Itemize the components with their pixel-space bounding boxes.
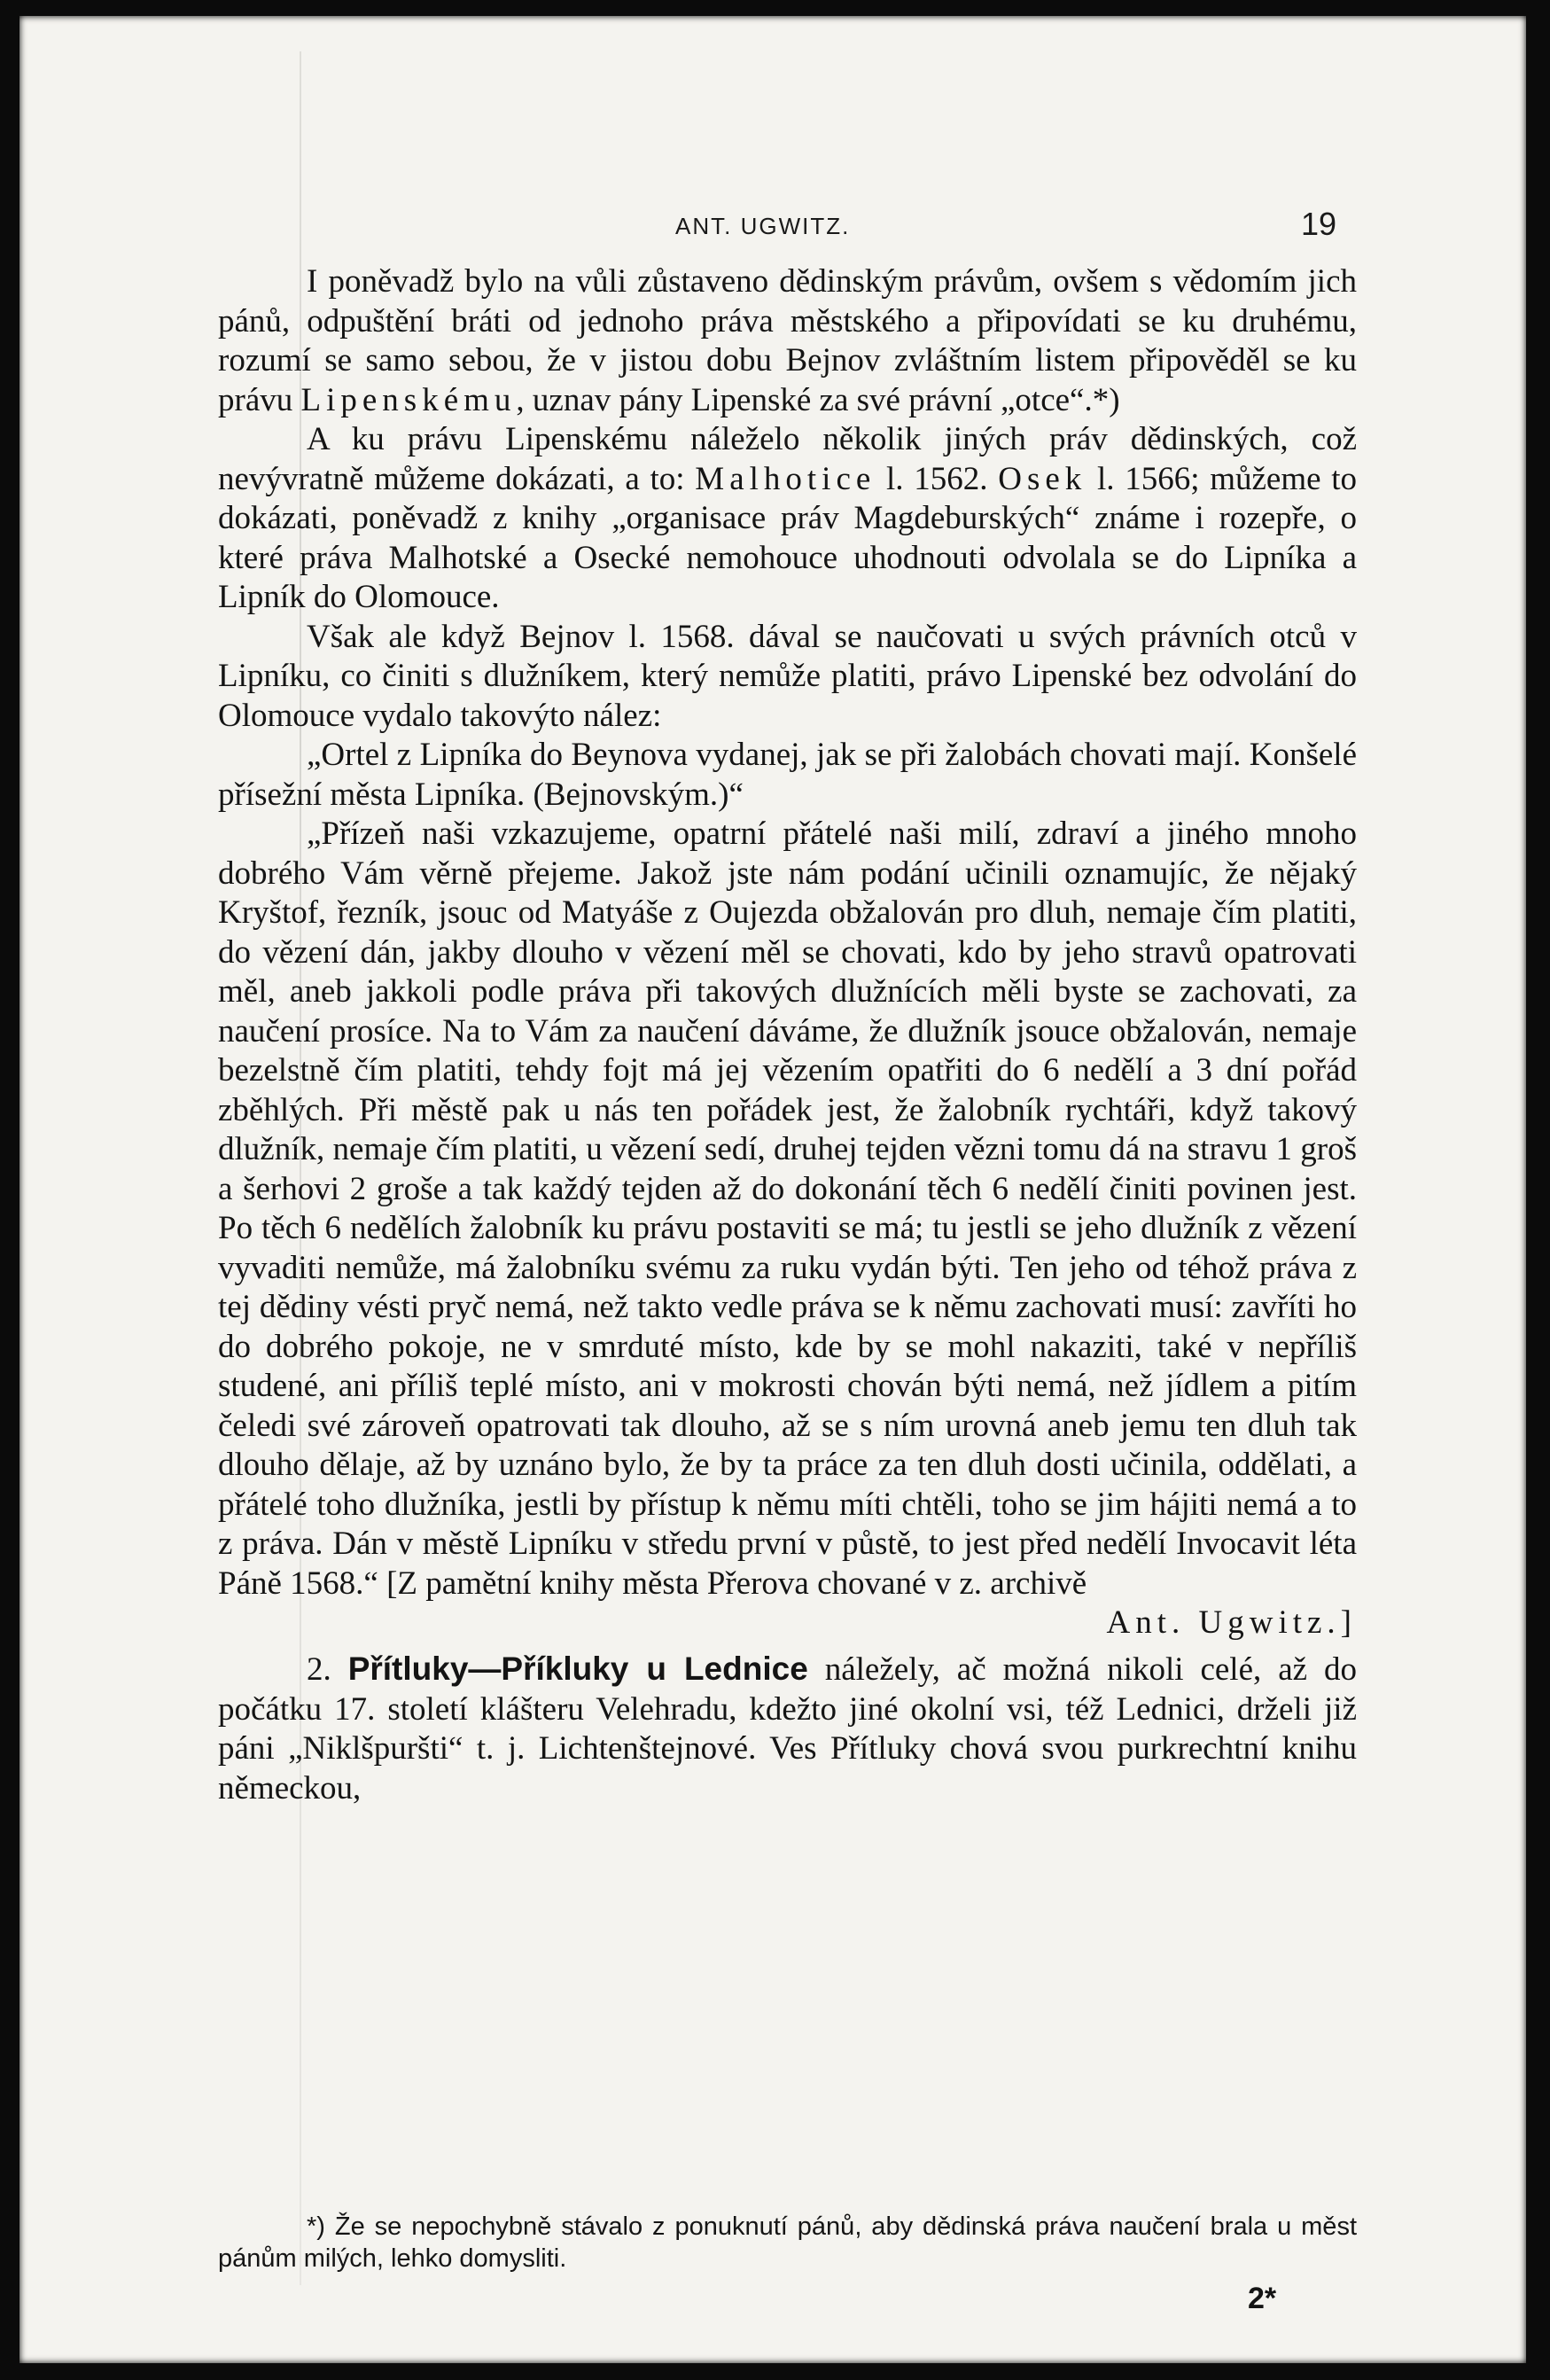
running-header (19, 200, 1526, 254)
printer-signature-mark: 2* (1248, 2282, 1277, 2315)
paragraph-6 (218, 1650, 1357, 1808)
footnote-text: *) Že se nepochybně stávalo z ponuknutí pánů, aby dědinská práva naučení brala u měst pánům milých, lehko domysliti. (218, 2212, 1357, 2273)
paragraph-2 (218, 420, 1357, 618)
spaced-word-malhotice: Malhotice (695, 460, 876, 497)
paragraph-4: „Ortel z Lipníka do Beynova vydanej, jak se při žalobách chovati mají. Konšelé přísežní města Lipníka. (Bejnovským.)“ (218, 737, 1357, 813)
author-signature: Ant. Ugwitz.] (1106, 1604, 1357, 1641)
page (19, 16, 1526, 2363)
paragraph-2-tail: l. 1566; můžeme to dokázati, poněvadž z knihy „organisace práv Magdeburských“ známe i rozepře, o které práva Malhotské a Osecké nemohouce uhodnouti odvolala se do Lipníka a Lipník do Olomouce. (218, 460, 1358, 615)
paragraph-1-tail: , uznav pány Lipenské za své právní „otce“.*) (516, 381, 1120, 418)
paragraph-3: Však ale když Bejnov l. 1568. dával se naučovati u svých právních otců v Lipníku, co činiti s dlužníkem, který nemůže platiti, právo Lipenské bez odvolání do Olomouce vydalo takovýto nález: (218, 618, 1357, 734)
paragraph-1 (218, 262, 1357, 420)
body-text (218, 262, 1357, 1808)
letter-text: „Přízeň naši vzkazujeme, opatrní přátelé naši milí, zdraví a jiného mnoho dobrého Vám věrně přejeme. Jakož jste nám podání učinili oznamujíc, že nějaký Kryštof, řezník, jsouc od Matyáše z Oujezda obžalován pro dluh, nemaje čím platiti, do vězení dán, jakby dlouho v vězení měl se chovati, kdo by jeho stravů opatrovati měl, aneb jakkoli podle práva při takových dlužnících měli byste se zachovati, za naučení prosíce. Na to Vám za naučení dáváme, že dlužník jsouce obžalován, nemaje bezelstně čím platiti, tehdy fojt má jej vězením opatřiti do 6 nedělí a 3 dní pořád zběhlých. Při městě pak u nás ten pořádek jest, že žalobník rychtáři, když takový dlužník, nemaje čím platiti, u vězení sedí, druhej tejden vězni tomu dá na stravu 1 groš a šerhovi 2 groše a tak každý tejden až do dokonání těch 6 nedělí činiti povinen jest. Po těch 6 nedělích žalobník ku právu postaviti se má; tu jestli se jeho dlužník z vězení vyvaditi nemůže, má žalobníku svému za ruku vydán býti. Ten jeho od téhož práva z tej dědiny vésti pryč nemá, než takto vedle práva se k němu zachovati musí: zavříti ho do dobrého pokoje, ne v smrduté místo, kde by se mohl nakaziti, také v nepříliš studené, ani příliš teplé místo, ani v mokrosti chován býti nemá, než jídlem a pitím čeledi své zároveň opatrovati tak dlouho, až se s ním urovná aneb jemu ten dluh tak dlouho dělaje, až by uznáno bylo, že by ta práce za ten dluh dosti učinila, oddělati, a přátelé toho dlužníka, jestli by přístup k němu míti chtěli, toho se jim hájiti nemá a to z práva. Dán v městě Lipníku v středu první v půstě, to jest před nedělí Invocavit léta Páně 1568.“ [Z pamětní knihy města Přerova chované v z. archivě (218, 815, 1357, 1602)
page-number: 19 (1301, 206, 1337, 242)
section-text: náležely, ač možná nikoli celé, až do počátku 17. století klášteru Velehradu, kdežto jiné okolní vsi, též Lednici, drželi již páni „Niklšpuršti“ t. j. Lichtenštejnové. Ves Přítluky chová svou purkrechtní knihu německou, (218, 1651, 1357, 1806)
paragraph-5 (218, 815, 1357, 1641)
paragraph-2-year: l. 1562. (876, 460, 999, 497)
section-number: 2. (307, 1651, 348, 1688)
paragraph-1-text: I poněvadž bylo na vůli zůstaveno dědinským právům, ovšem s vědomím jich pánů, odpuštění bráti od jednoho práva městského a připovídati se ku druhému, rozumí se samo sebou, že v jistou dobu Bejnov zvláštním listem připověděl se ku právu (218, 263, 1357, 418)
footnote (218, 2211, 1357, 2275)
paragraph-2-text: A ku právu Lipenskému náleželo několik jiných práv dědinských, což nevývratně můžeme dokázati, a to: (218, 421, 1357, 497)
spaced-word-osek: Osek (998, 460, 1087, 497)
spaced-word-lipenskemu: Lipenskému (300, 381, 517, 418)
running-title: ANT. UGWITZ. (675, 213, 851, 239)
section-title: Přítluky—Příkluky u Lednice (347, 1650, 808, 1687)
